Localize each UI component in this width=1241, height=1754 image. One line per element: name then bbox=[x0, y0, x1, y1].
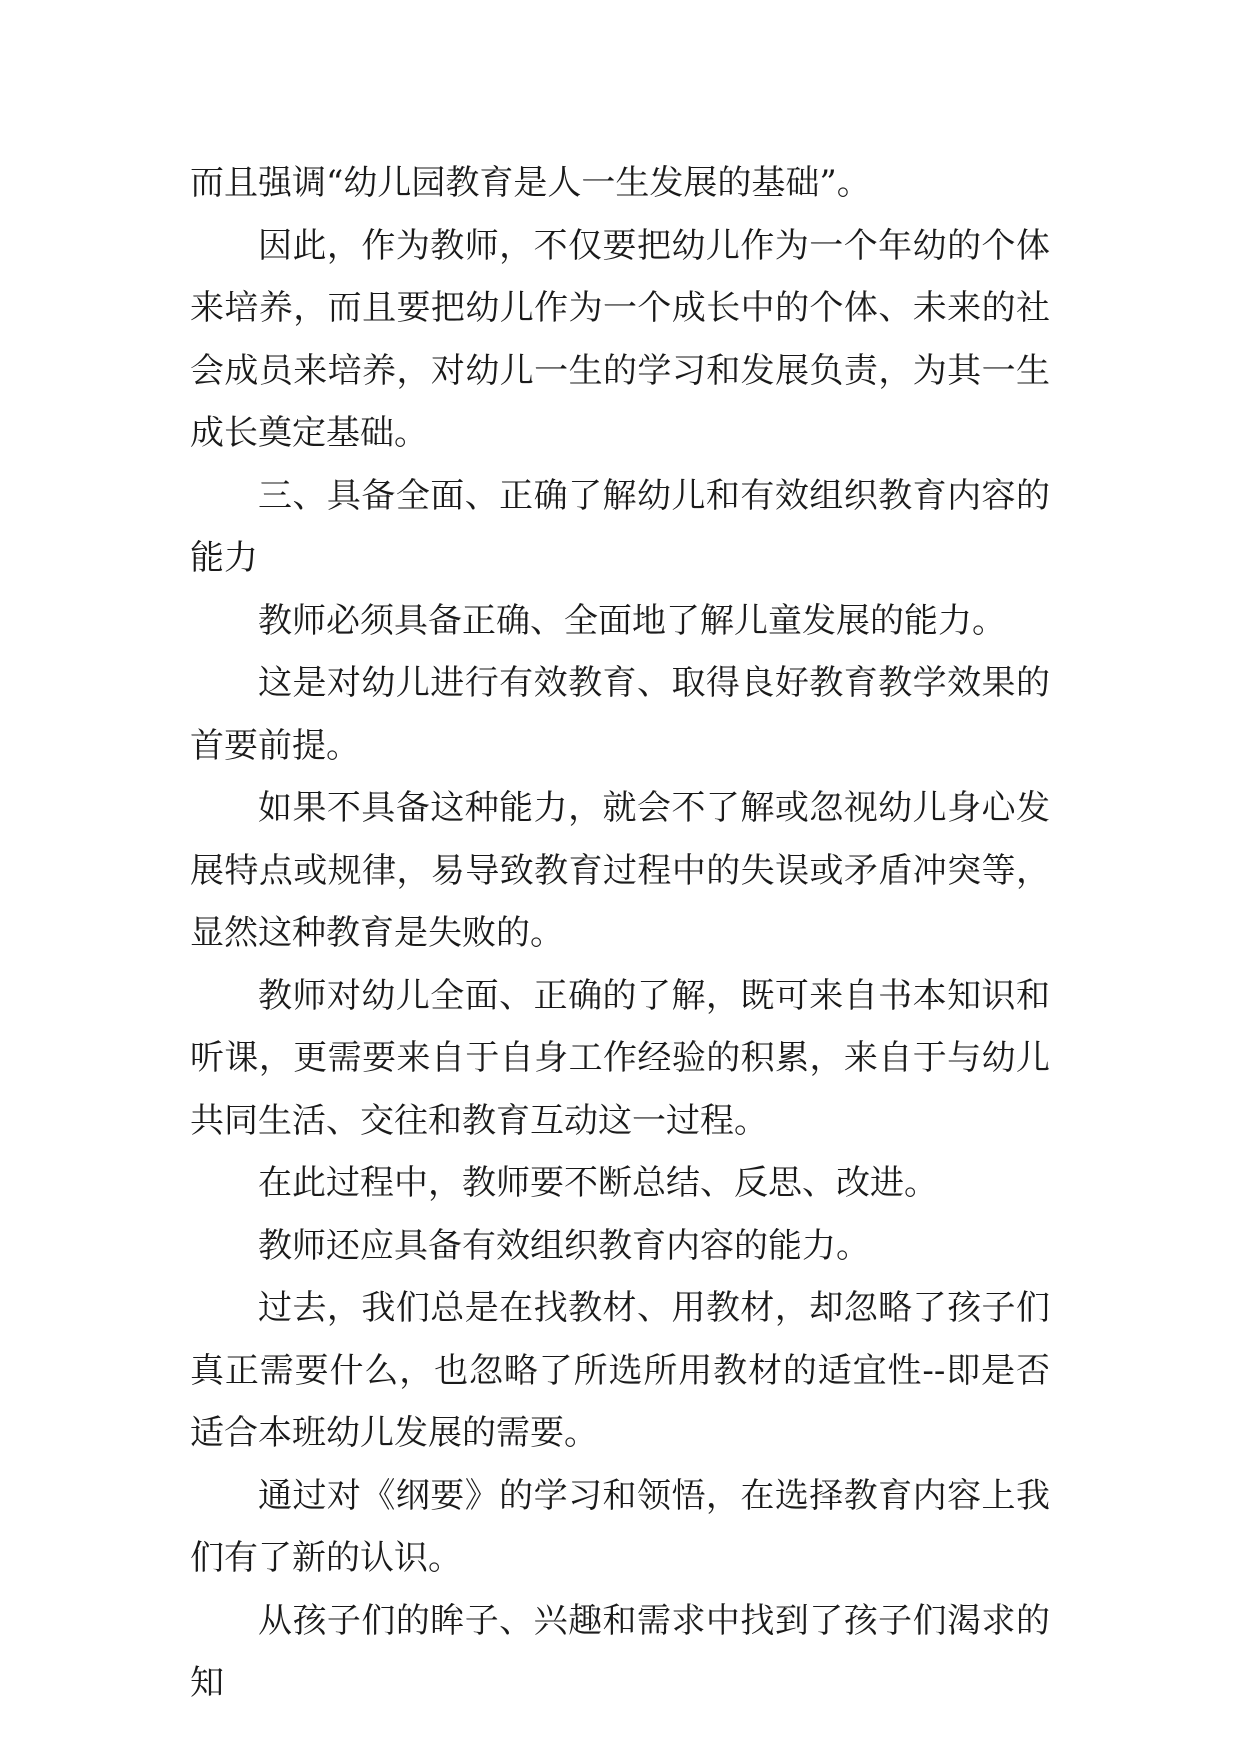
paragraph: 因此，作为教师，不仅要把幼儿作为一个年幼的个体来培养，而且要把幼儿作为一个成长中的个体、未来的社会成员来培养，对幼儿一生的学习和发展负责，为其一生成长奠定基础。 bbox=[190, 225, 1050, 453]
section-heading: 三、具备全面、正确了解幼儿和有效组织教育内容的能力 bbox=[190, 475, 1050, 578]
paragraph: 教师必须具备正确、全面地了解儿童发展的能力。 bbox=[258, 600, 1006, 641]
paragraph: 教师对幼儿全面、正确的了解，既可来自书本知识和听课，更需要来自于自身工作经验的积累，来自于与幼儿共同生活、交往和教育互动这一过程。 bbox=[190, 975, 1050, 1141]
paragraph: 如果不具备这种能力，就会不了解或忽视幼儿身心发展特点或规律，易导致教育过程中的失误或矛盾冲突等，显然这种教育是失败的。 bbox=[190, 788, 1050, 953]
paragraph-continuation: 而且强调“幼儿园教育是人一生发展的基础”。 bbox=[190, 163, 871, 203]
paragraph: 过去，我们总是在找教材、用教材，却忽略了孩子们真正需要什么，也忽略了所选所用教材的适宜性--即是否适合本班幼儿发展的需要。 bbox=[190, 1288, 1050, 1453]
paragraph: 通过对《纲要》的学习和领悟，在选择教育内容上我们有了新的认识。 bbox=[190, 1475, 1050, 1578]
body-text bbox=[190, 152, 1050, 1715]
paragraph: 教师还应具备有效组织教育内容的能力。 bbox=[258, 1225, 870, 1266]
paragraph: 在此过程中，教师要不断总结、反思、改进。 bbox=[258, 1163, 938, 1203]
paragraph: 这是对幼儿进行有效教育、取得良好教育教学效果的首要前提。 bbox=[190, 663, 1050, 766]
paragraph-truncated: 从孩子们的眸子、兴趣和需求中找到了孩子们渴求的知 bbox=[190, 1600, 1050, 1703]
